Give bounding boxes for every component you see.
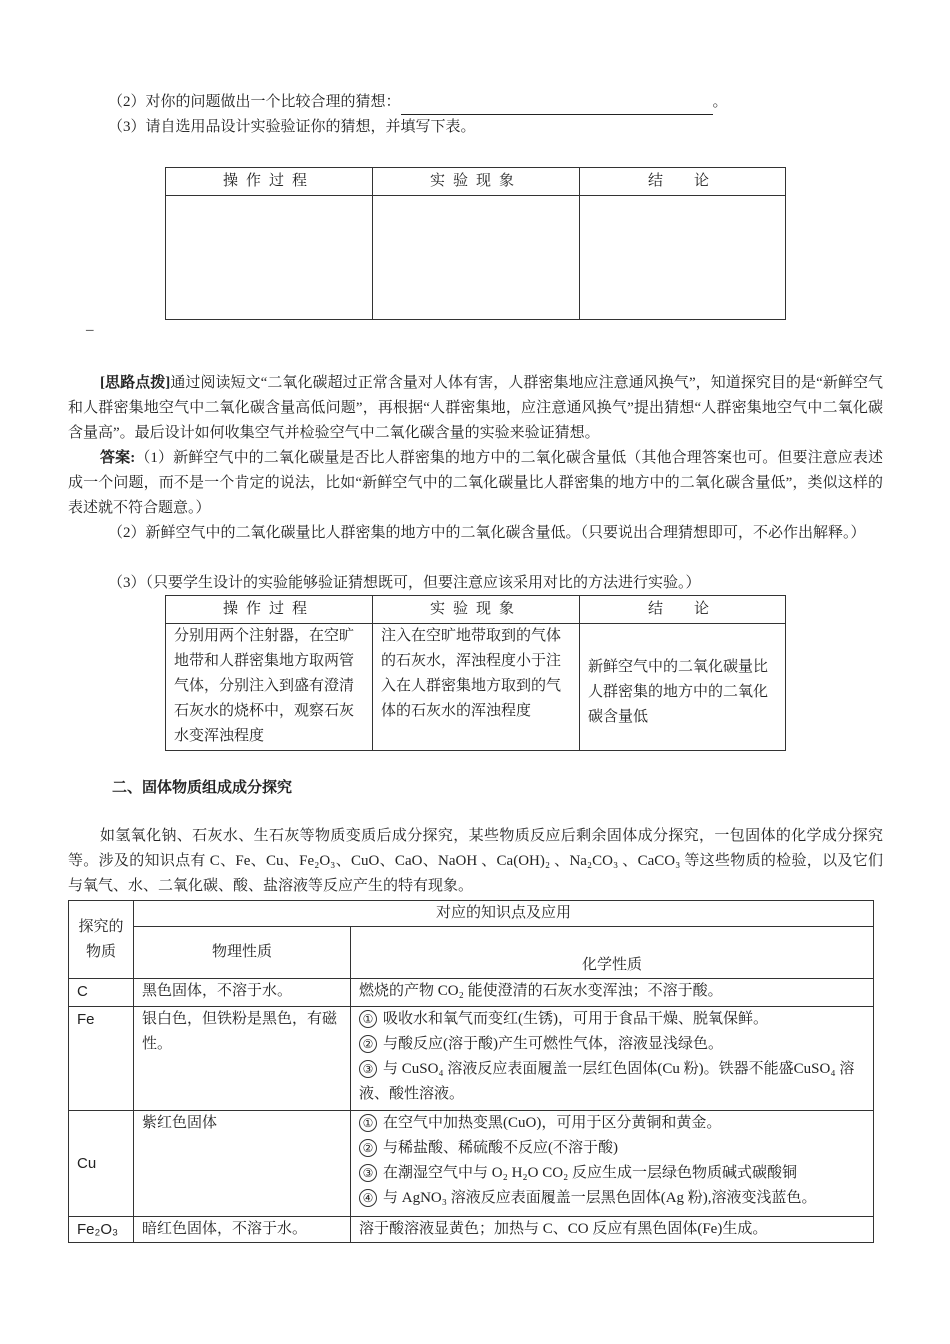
chemical-cell: [351, 1007, 874, 1111]
table-row: [69, 1217, 874, 1243]
knowledge-table: [68, 900, 874, 1243]
chemical-cell: [351, 979, 874, 1007]
answer-2: （2）新鲜空气中的二氧化碳量比人群密集的地方中的二氧化碳含量低。（只要说出合理猜想即可，不必作出解释。）: [108, 525, 866, 541]
question-2-end: 。: [712, 94, 728, 110]
substance-cell: Cu: [69, 1111, 134, 1217]
circled-3-icon: ③: [359, 1164, 377, 1182]
chemical-item: 与 CuSO₄ 溶液反应表面履盖一层红色固体(Cu 粉)。铁器不能盛CuSO₄ 溶液、酸性溶液。: [359, 1061, 855, 1102]
circled-2-icon: ②: [359, 1035, 377, 1053]
blank-experiment-table: [165, 167, 786, 320]
header-procedure: 操作过程: [166, 596, 373, 624]
circled-2-icon: ②: [359, 1139, 377, 1157]
section-intro: 如氢氧化钠、石灰水、生石灰等物质变质后成分探究，某些物质反应后剩余固体成分探究，一包固体的化学成分探究等。涉及的知识点有 C、Fe、Cu、Fe₂O₃、CuO、CaO、NaOH 、Ca(OH)₂ 、Na₂CO₃ 、CaCO₃ 等这些物质的检验，以及它们与氧气、水、二氧化碳、酸、盐溶液等反应产生的特有现象。: [68, 828, 883, 894]
table-row: [69, 1111, 874, 1217]
circled-3-icon: ③: [359, 1060, 377, 1078]
table-row: [69, 1007, 874, 1111]
physical-cell: 银白色，但铁粉是黑色，有磁性。: [134, 1007, 351, 1111]
header-conclusion: 结 论: [580, 168, 786, 196]
answer-blank[interactable]: [401, 98, 713, 115]
circled-4-icon: ④: [359, 1189, 377, 1207]
answer-1-text: （1）新鲜空气中的二氧化碳量是否比人群密集的地方中的二氧化碳含量低（其他合理答案也可。但要注意应表述成一个问题，而不是一个肯定的说法，比如“新鲜空气中的二氧化碳量比人群密集的地方中的二氧化碳含量低”，类似这样的表述就不符合题意。）: [68, 450, 883, 516]
chemical-item: 与 AgNO₃ 溶液反应表面履盖一层黑色固体(Ag 粉),溶液变浅蓝色。: [383, 1190, 817, 1206]
question-2-text: （2）对你的问题做出一个比较合理的猜想：: [108, 94, 401, 110]
header-chemical: 化学性质: [351, 927, 874, 979]
chemical-item: 在空气中加热变黑(CuO)，可用于区分黄铜和黄金。: [383, 1115, 722, 1131]
chemical-item: 燃烧的产物 CO₂ 能使澄清的石灰水变浑浊；不溶于酸。: [359, 983, 723, 999]
substance-cell: Fe₂O₃: [69, 1217, 134, 1243]
section-title: 二、固体物质组成成分探究: [112, 779, 293, 796]
physical-cell: 黑色固体，不溶于水。: [134, 979, 351, 1007]
physical-cell: 暗红色固体，不溶于水。: [134, 1217, 351, 1243]
chemical-item: 与酸反应(溶于酸)产生可燃性气体，溶液显浅绿色。: [383, 1036, 723, 1052]
substance-cell: C: [69, 979, 134, 1007]
header-procedure: 操作过程: [166, 168, 373, 196]
answer-1: [68, 446, 883, 521]
physical-cell: 紫红色固体: [134, 1111, 351, 1217]
blank-cell-conclusion[interactable]: [580, 196, 786, 320]
header-phenomenon: 实验现象: [373, 168, 580, 196]
question-3: （3）请自选用品设计实验验证你的猜想，并填写下表。: [108, 119, 476, 135]
answer-label: 答案:: [100, 450, 136, 466]
header-phenomenon: 实验现象: [373, 596, 580, 624]
question-2: [108, 90, 728, 115]
dash-mark: –: [86, 322, 94, 338]
hint-label: [思路点拨]: [100, 375, 171, 391]
header-physical: 物理性质: [134, 927, 351, 979]
answer-experiment-table: [165, 595, 786, 751]
circled-1-icon: ①: [359, 1114, 377, 1132]
chemical-item: 溶于酸溶液显黄色；加热与 C、CO 反应有黑色固体(Fe)生成。: [359, 1221, 768, 1237]
chemical-item: 与稀盐酸、稀硫酸不反应(不溶于酸): [383, 1140, 618, 1156]
conclusion-cell: 新鲜空气中的二氧化碳量比人群密集的地方中的二氧化碳含量低: [580, 624, 786, 751]
header-knowledge: 对应的知识点及应用: [134, 901, 874, 927]
circled-1-icon: ①: [359, 1010, 377, 1028]
chemical-cell: [351, 1111, 874, 1217]
substance-cell: Fe: [69, 1007, 134, 1111]
hint-text: 通过阅读短文“二氧化碳超过正常含量对人体有害，人群密集地应注意通风换气”，知道探究目的是“新鲜空气和人群密集地空气中二氧化碳含量高低问题”，再根据“人群密集地，应注意通风换气”提出猜想“人群密集地空气中二氧化碳含量高”。最后设计如何收集空气并检验空气中二氧化碳含量的实验来验证猜想。: [68, 375, 883, 441]
blank-cell-procedure[interactable]: [166, 196, 373, 320]
table-row: [69, 979, 874, 1007]
blank-cell-phenomenon[interactable]: [373, 196, 580, 320]
procedure-cell: 分别用两个注射器，在空旷地带和人群密集地方取两管气体，分别注入到盛有澄清石灰水的烧杯中，观察石灰水变浑浊程度: [166, 624, 373, 751]
answer-3: （3）（只要学生设计的实验能够验证猜想既可，但要注意应该采用对比的方法进行实验。）: [108, 575, 701, 591]
chemical-item: 吸收水和氧气而变红(生锈)，可用于食品干燥、脱氧保鲜。: [383, 1011, 768, 1027]
chemical-item: 在潮湿空气中与 O₂ H₂O CO₂ 反应生成一层绿色物质碱式碳酸铜: [383, 1165, 798, 1181]
chemical-cell: [351, 1217, 874, 1243]
phenomenon-cell: 注入在空旷地带取到的气体的石灰水，浑浊程度小于注入在人群密集地方取到的气体的石灰水的浑浊程度: [373, 624, 580, 751]
header-substance: 探究的物质: [69, 901, 134, 979]
hint-paragraph: [68, 371, 883, 446]
header-conclusion: 结 论: [580, 596, 786, 624]
